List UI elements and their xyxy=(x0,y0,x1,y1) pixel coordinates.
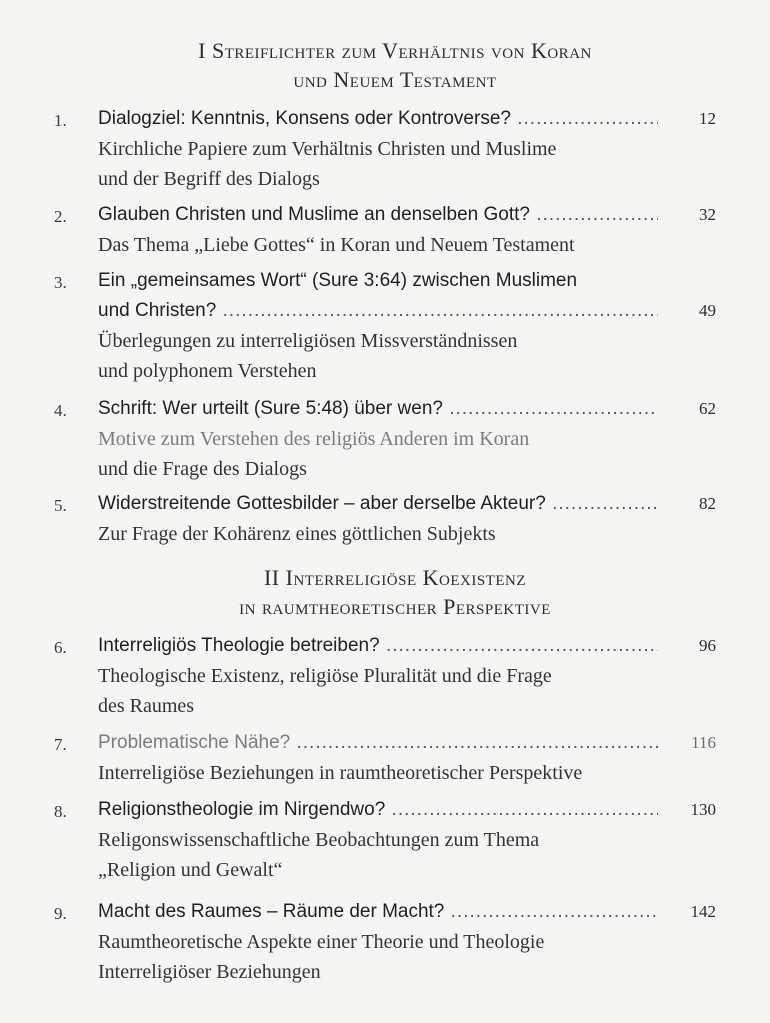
entry-subtitle: und die Frage des Dialogs xyxy=(98,458,307,480)
entry-title[interactable]: Interreligiös Theologie betreiben? ..... xyxy=(98,631,658,661)
entry-number: 9. xyxy=(54,904,67,923)
entry-page-number: 130 xyxy=(690,800,716,819)
entry-number: 4. xyxy=(54,401,67,420)
entry-title[interactable]: Schrift: Wer urteilt (Sure 5:48) über wen? ..... xyxy=(98,394,658,424)
entry-subtitle: Theologische Existenz, religiöse Pluralität und die Frage xyxy=(98,665,552,687)
entry-number: 3. xyxy=(54,273,67,292)
entry-subtitle: Interreligiöse Beziehungen in raumtheoretischer Perspektive xyxy=(98,762,583,784)
entry-subtitle: des Raumes xyxy=(98,695,195,717)
entry-subtitle: Zur Frage der Kohärenz eines göttlichen Subjekts xyxy=(98,523,496,545)
section-heading-line: II Interreligiöse Koexistenz xyxy=(263,565,526,590)
entry-title[interactable]: und Christen? ..... xyxy=(98,296,658,326)
entry-subtitle: Religonswissenschaftliche Beobachtungen zum Thema xyxy=(98,829,540,851)
entry-title[interactable]: Macht des Raumes – Räume der Macht? ..... xyxy=(98,897,658,927)
entry-title[interactable]: Glauben Christen und Muslime an denselben Gott? ..... xyxy=(98,200,658,230)
entry-subtitle: Motive zum Verstehen des religiös Anderen im Koran xyxy=(98,428,530,450)
entry-subtitle: Überlegungen zu interreligiösen Missverständnissen xyxy=(98,330,518,352)
entry-page-number: 82 xyxy=(699,494,716,513)
entry-number: 1. xyxy=(54,111,67,130)
entry-title[interactable]: Problematische Nähe? ..... xyxy=(98,728,658,758)
entry-title[interactable]: Dialogziel: Kenntnis, Konsens oder Kontroverse? ..... xyxy=(98,104,658,134)
entry-page-number: 12 xyxy=(699,109,716,128)
section-heading xyxy=(70,36,720,94)
entry-number: 7. xyxy=(54,735,67,754)
section-heading xyxy=(70,563,720,621)
entry-subtitle: Das Thema „Liebe Gottes“ in Koran und Neuem Testament xyxy=(98,234,575,256)
entry-number: 6. xyxy=(54,638,67,657)
entry-title[interactable]: Widerstreitende Gottesbilder – aber derselbe Akteur? ..... xyxy=(98,489,658,519)
entry-title[interactable]: Ein „gemeinsames Wort“ (Sure 3:64) zwischen Muslimen xyxy=(98,270,578,291)
entry-number: 8. xyxy=(54,802,67,821)
entry-page-number: 62 xyxy=(699,399,716,418)
entry-subtitle: Interreligiöser Beziehungen xyxy=(98,961,321,983)
entry-subtitle: und polyphonem Verstehen xyxy=(98,360,317,382)
entry-page-number: 116 xyxy=(691,733,716,752)
entry-page-number: 142 xyxy=(690,902,716,921)
entry-page-number: 96 xyxy=(699,636,716,655)
section-heading-line: und Neuem Testament xyxy=(293,67,497,92)
entry-page-number: 32 xyxy=(699,205,716,224)
section-heading-line: I Streiflichter zum Verhältnis von Koran xyxy=(198,38,592,63)
entry-number: 5. xyxy=(54,496,67,515)
entry-subtitle: Raumtheoretische Aspekte einer Theorie und Theologie xyxy=(98,931,545,953)
section-heading-line: in raumtheoretischer Perspektive xyxy=(239,594,551,619)
entry-title[interactable]: Religionstheologie im Nirgendwo? ..... xyxy=(98,795,658,825)
entry-subtitle: und der Begriff des Dialogs xyxy=(98,168,320,190)
entry-subtitle: „Religion und Gewalt“ xyxy=(98,859,283,881)
entry-subtitle: Kirchliche Papiere zum Verhältnis Christen und Muslime xyxy=(98,138,557,160)
entry-number: 2. xyxy=(54,207,67,226)
entry-page-number: 49 xyxy=(699,301,716,320)
